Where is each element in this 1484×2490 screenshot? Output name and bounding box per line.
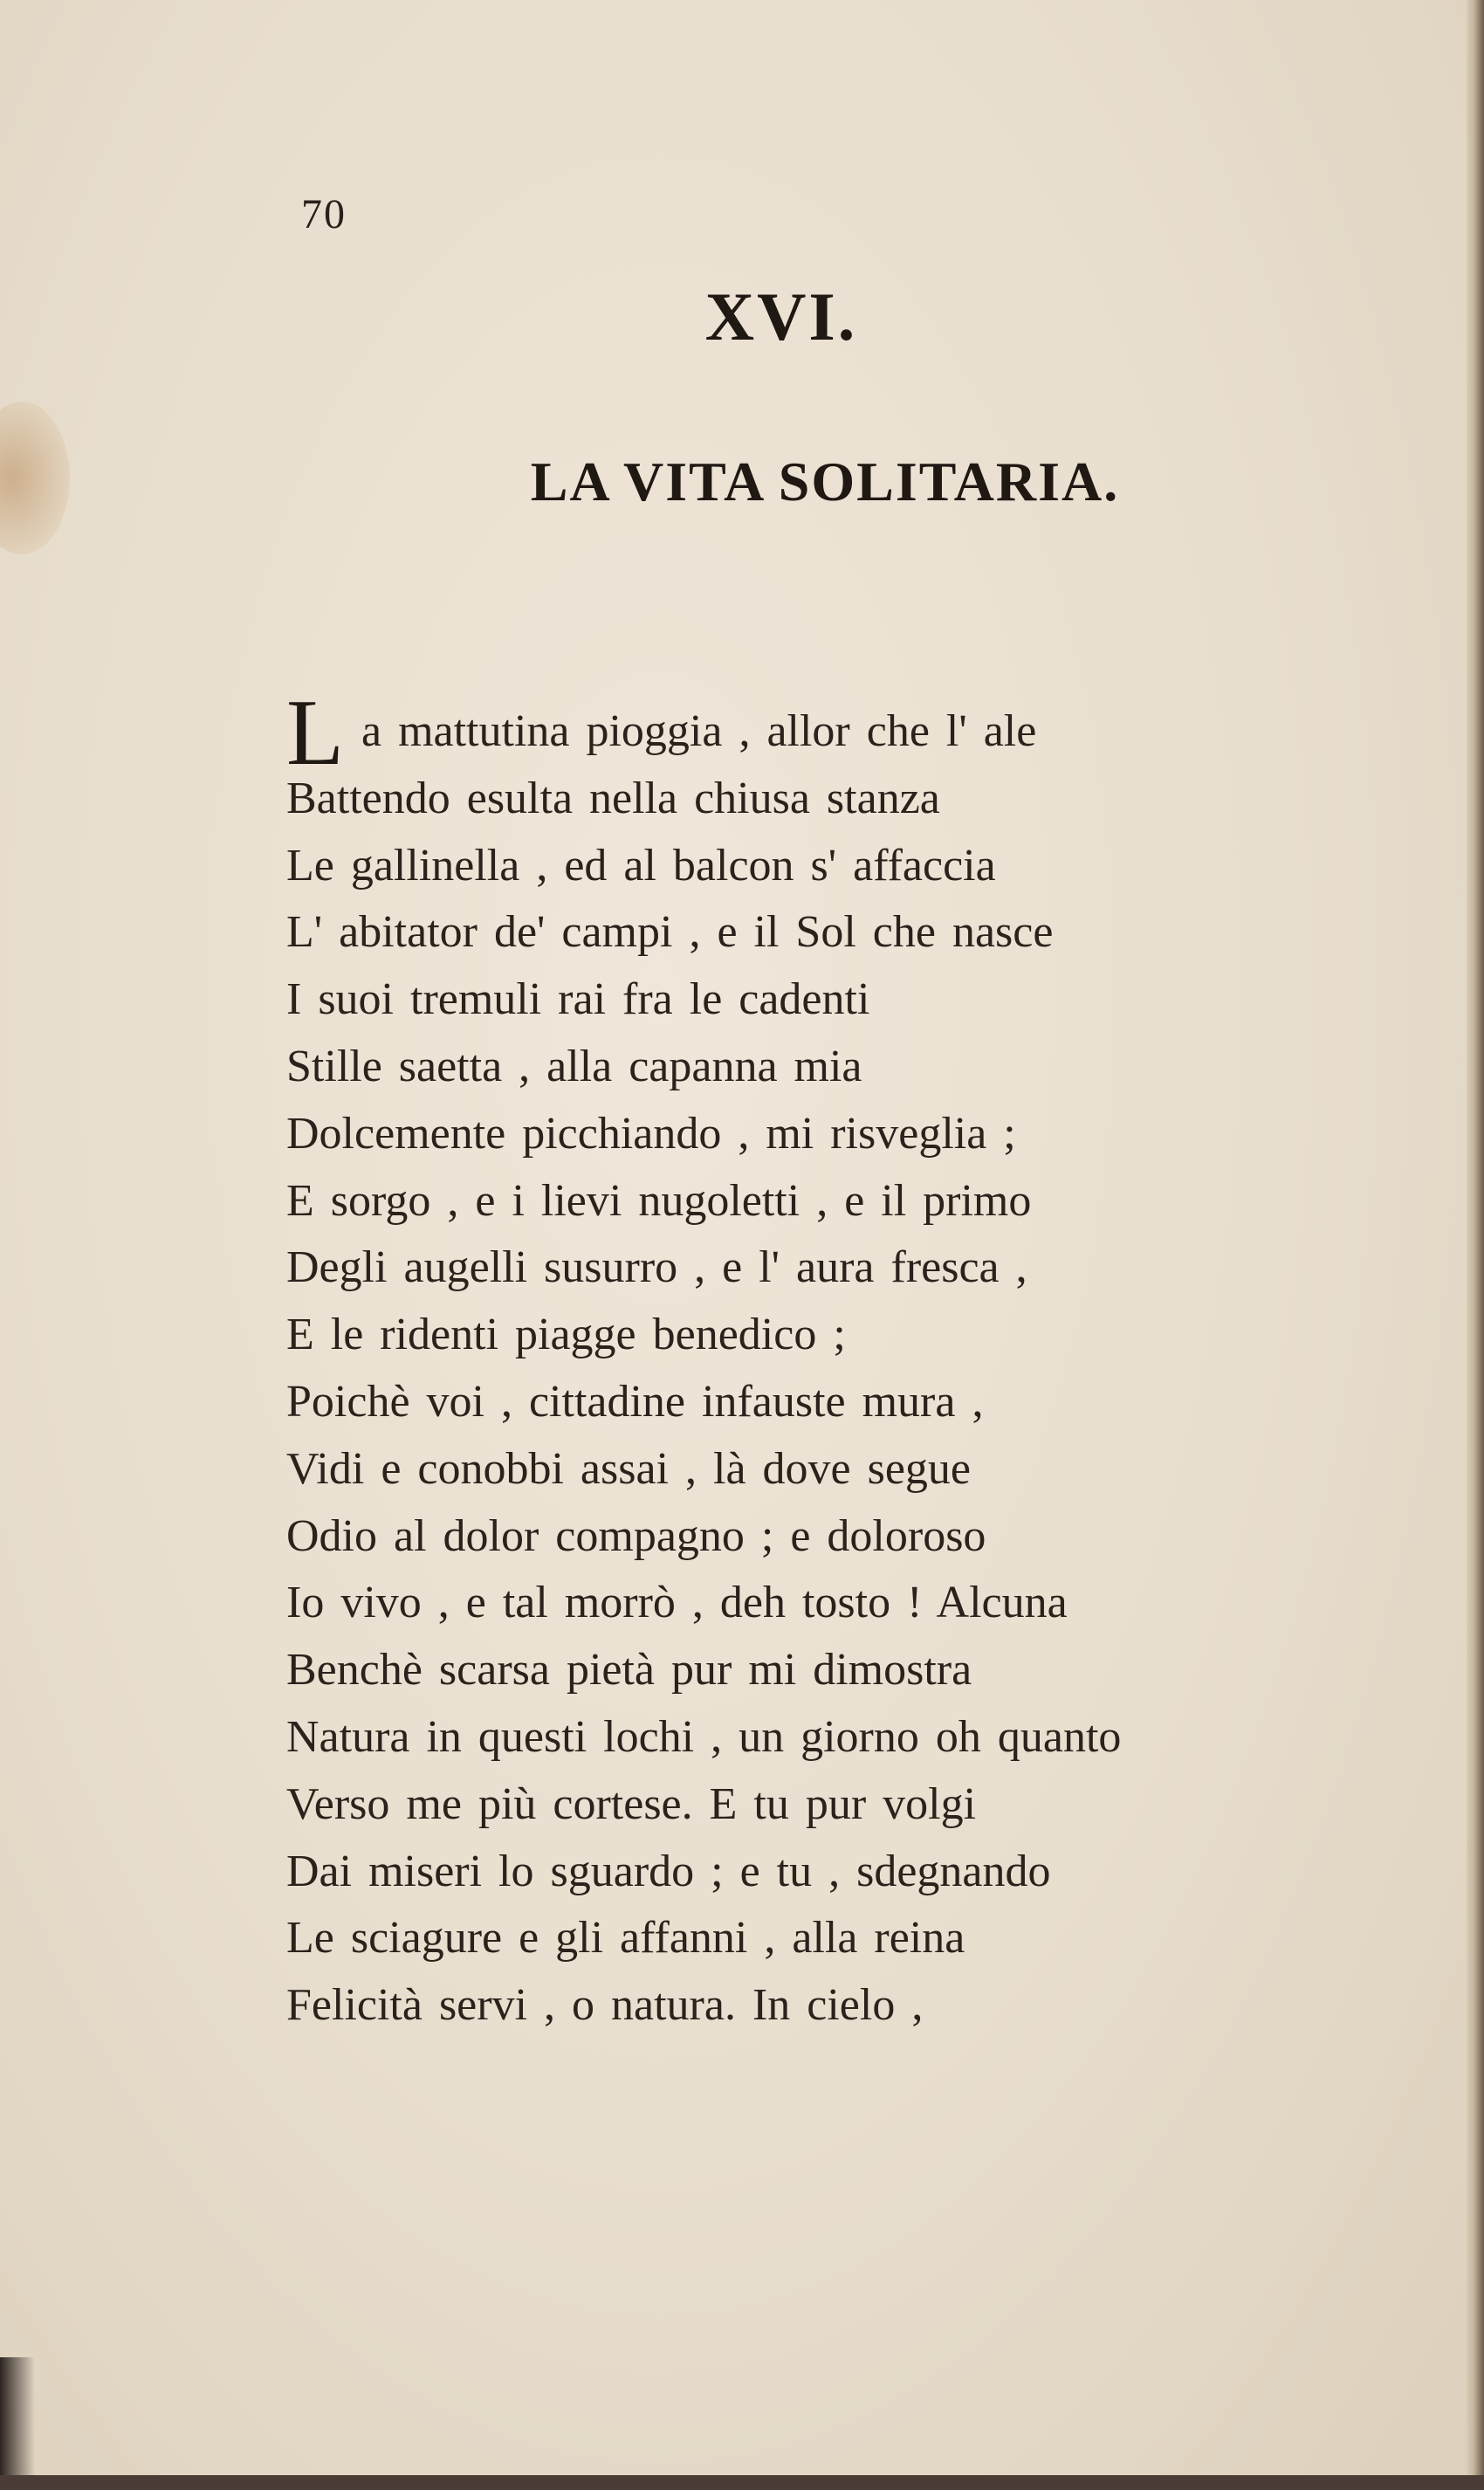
verse-line: Vidi e conobbi assai , là dove segue (286, 1443, 972, 1494)
verse-line: Degli augelli susurro , e l' aura fresca , (286, 1242, 1027, 1293)
verse-line: Natura in questi lochi , un giorno oh quanto (286, 1711, 1122, 1762)
poem-body (286, 681, 1386, 2039)
verse-line: L' abitator de' campi , e il Sol che nasce (286, 907, 1054, 958)
verse-line: Benchè scarsa pietà pur mi dimostra (286, 1645, 972, 1696)
verse-line (286, 681, 1386, 785)
verse-line: Odio al dolor compagno ; e doloroso (286, 1510, 986, 1561)
verse-line: Felicità servi , o natura. In cielo , (286, 1980, 924, 2031)
verse-text: a mattutina pioggia , allor che l' ale (361, 706, 1037, 756)
chapter-number: XVI. (704, 279, 858, 354)
verse-line: Battendo esulta nella chiusa stanza (286, 773, 940, 823)
drop-cap: L (286, 681, 344, 785)
verse-line: Stille saetta , alla capanna mia (286, 1041, 862, 1091)
verse-line: Verso me più cortese. E tu pur volgi (286, 1778, 977, 1829)
chapter-title: LA VITA SOLITARIA. (530, 451, 1120, 512)
binding-shadow (0, 2357, 35, 2475)
verse-line: Dolcemente picchiando , mi risveglia ; (286, 1108, 1016, 1159)
page-edge (1467, 0, 1484, 2490)
verse-line: Poichè voi , cittadine infauste mura , (286, 1376, 984, 1427)
verse-line: Io vivo , e tal morrò , deh tosto ! Alcuna (286, 1578, 1068, 1628)
verse-line: Le sciagure e gli affanni , alla reina (286, 1913, 965, 1964)
verse-line: I suoi tremuli rai fra le cadenti (286, 974, 870, 1025)
book-cover-edge (0, 2475, 1484, 2490)
verse-line: E le ridenti piagge benedico ; (286, 1310, 846, 1360)
paper-stain (0, 402, 70, 554)
verse-line: Le gallinella , ed al balcon s' affaccia (286, 840, 996, 891)
verse-line: Dai miseri lo sguardo ; e tu , sdegnando (286, 1846, 1051, 1896)
verse-line: E sorgo , e i lievi nugoletti , e il primo (286, 1175, 1032, 1226)
page-number: 70 (301, 191, 347, 237)
